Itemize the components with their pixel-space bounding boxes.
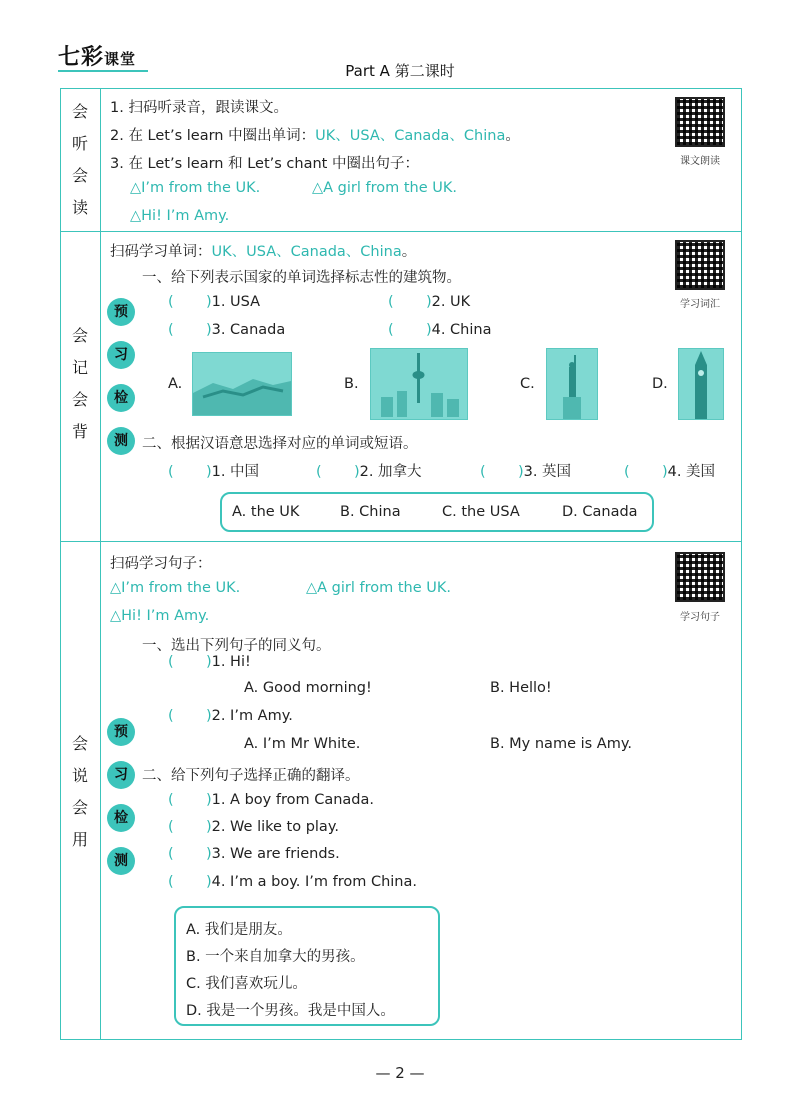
side-badge: 测 [107, 427, 135, 455]
qr-caption: 学习词汇 [680, 299, 720, 310]
translation-option: D. 我是一个男孩。我是中国人。 [186, 1003, 395, 1019]
logo-main: 七彩 [58, 44, 105, 70]
option-text: B. My name is Amy. [490, 736, 632, 752]
label-char: 会 [71, 798, 88, 817]
page-title: Part A 第二课时 [345, 62, 455, 80]
scan-sentences: 扫码学习句子： [110, 556, 212, 572]
label-char: 读 [71, 198, 88, 217]
highlight-words: UK、USA、Canada、China [211, 244, 402, 260]
instruction-text: 扫码学习单词： [110, 244, 212, 260]
qr-code-icon[interactable] [675, 97, 725, 147]
label-char: 记 [71, 358, 88, 377]
item-text: 4. China [431, 322, 492, 338]
translation-option: A. 我们是朋友。 [186, 922, 292, 938]
answer-option: D. Canada [562, 504, 638, 520]
qr-caption: 学习句子 [680, 612, 720, 623]
instruction-1: 1. 扫码听录音，跟读课文。 [110, 100, 288, 116]
sentence-1: △I’m from the UK. [110, 580, 241, 596]
cn-match-item[interactable]: ( )3. 英国 [480, 464, 572, 480]
translation-item[interactable]: ( )3. We are friends. [168, 846, 340, 862]
synonym-item[interactable]: ( )1. Hi! [168, 654, 251, 670]
cn-match-item[interactable]: ( )4. 美国 [624, 464, 716, 480]
answer-option: B. China [340, 504, 401, 520]
side-badge: 测 [107, 847, 135, 875]
statue-of-liberty-image [546, 348, 598, 420]
match-item[interactable]: ( )2. UK [388, 294, 471, 310]
section-divider-2 [60, 541, 742, 542]
cn-match-item[interactable]: ( )1. 中国 [168, 464, 260, 480]
synonym-item[interactable]: ( )2. I’m Amy. [168, 708, 293, 724]
statue-of-liberty-icon [547, 349, 597, 419]
translation-item[interactable]: ( )2. We like to play. [168, 819, 339, 835]
item-text: 2. I’m Amy. [211, 708, 293, 724]
instruction-text: 。 [505, 128, 520, 144]
label-char: 说 [71, 766, 88, 785]
cn-tower-icon [371, 349, 467, 419]
sentence-2: △A girl from the UK. [312, 180, 457, 196]
translation-option: C. 我们喜欢玩儿。 [186, 976, 307, 992]
highlight-words: UK、USA、Canada、China [315, 128, 506, 144]
item-text: 2. We like to play. [211, 819, 339, 835]
item-text: 4. 美国 [667, 464, 716, 480]
side-badge: 预 [107, 298, 135, 326]
option-label: C. [520, 376, 535, 392]
item-text: 1. A boy from Canada. [211, 792, 374, 808]
label-char: 会 [71, 734, 88, 753]
instruction-2 [110, 124, 520, 145]
match-item[interactable]: ( )3. Canada [168, 322, 286, 338]
answer-option: A. the UK [232, 504, 300, 520]
item-text: 2. UK [431, 294, 471, 310]
qr-code-icon[interactable] [675, 240, 725, 290]
option-label: D. [652, 376, 668, 392]
side-badge: 习 [107, 341, 135, 369]
sentence-3: △Hi! I’m Amy. [110, 608, 210, 624]
cn-match-item[interactable]: ( )2. 加拿大 [316, 464, 422, 480]
big-ben-icon [679, 349, 723, 419]
item-text: 3. Canada [211, 322, 286, 338]
part2-title: 二、给下列句子选择正确的翻译。 [142, 768, 360, 784]
item-text: 2. 加拿大 [359, 464, 422, 480]
instruction-3: 3. 在 Let’s learn 和 Let’s chant 中圈出句子： [110, 156, 419, 172]
side-badge: 习 [107, 761, 135, 789]
section-divider-1 [60, 231, 742, 232]
option-label: A. [168, 376, 183, 392]
scan-words [110, 240, 416, 261]
qr-caption: 课文朗读 [680, 156, 720, 167]
instruction-text: 2. 在 Let’s learn 中圈出单词： [110, 128, 316, 144]
item-text: 3. 英国 [523, 464, 572, 480]
sentence-1: △I’m from the UK. [130, 180, 261, 196]
part1-title: 一、选出下列句子的同义句。 [142, 638, 331, 654]
label-char: 会 [71, 390, 88, 409]
sentence-2: △A girl from the UK. [306, 580, 451, 596]
translation-item[interactable]: ( )1. A boy from Canada. [168, 792, 374, 808]
label-char: 用 [71, 830, 88, 849]
cn-tower-image [370, 348, 468, 420]
great-wall-image [192, 352, 292, 416]
option-text: B. Hello! [490, 680, 552, 696]
item-text: 4. I’m a boy. I’m from China. [211, 874, 417, 890]
answer-option: C. the USA [442, 504, 520, 520]
page-number: — 2 — [375, 1064, 425, 1082]
translation-option: B. 一个来自加拿大的男孩。 [186, 949, 365, 965]
item-text: 3. We are friends. [211, 846, 340, 862]
label-char: 会 [71, 326, 88, 345]
great-wall-icon [193, 353, 291, 415]
option-text: A. Good morning! [244, 680, 372, 696]
label-char: 背 [71, 422, 88, 441]
section2-label [60, 320, 100, 448]
option-label: B. [344, 376, 359, 392]
label-char: 会 [71, 102, 88, 121]
big-ben-image [678, 348, 724, 420]
item-text: 1. Hi! [211, 654, 251, 670]
match-item[interactable]: ( )1. USA [168, 294, 261, 310]
translation-item[interactable]: ( )4. I’m a boy. I’m from China. [168, 874, 417, 890]
section3-label [60, 728, 100, 856]
label-char: 会 [71, 166, 88, 185]
option-text: A. I’m Mr White. [244, 736, 361, 752]
side-badge: 检 [107, 384, 135, 412]
item-text: 1. USA [211, 294, 261, 310]
side-badge: 检 [107, 804, 135, 832]
logo-sub: 课堂 [104, 50, 137, 68]
section1-label [60, 96, 100, 224]
part1-title: 一、给下列表示国家的单词选择标志性的建筑物。 [142, 270, 461, 286]
qr-code-icon[interactable] [675, 552, 725, 602]
item-text: 1. 中国 [211, 464, 260, 480]
side-badge: 预 [107, 718, 135, 746]
label-char: 听 [71, 134, 88, 153]
instruction-text: 。 [401, 244, 417, 260]
sentence-3: △Hi! I’m Amy. [130, 208, 230, 224]
part2-title: 二、根据汉语意思选择对应的单词或短语。 [142, 436, 418, 452]
match-item[interactable]: ( )4. China [388, 322, 492, 338]
